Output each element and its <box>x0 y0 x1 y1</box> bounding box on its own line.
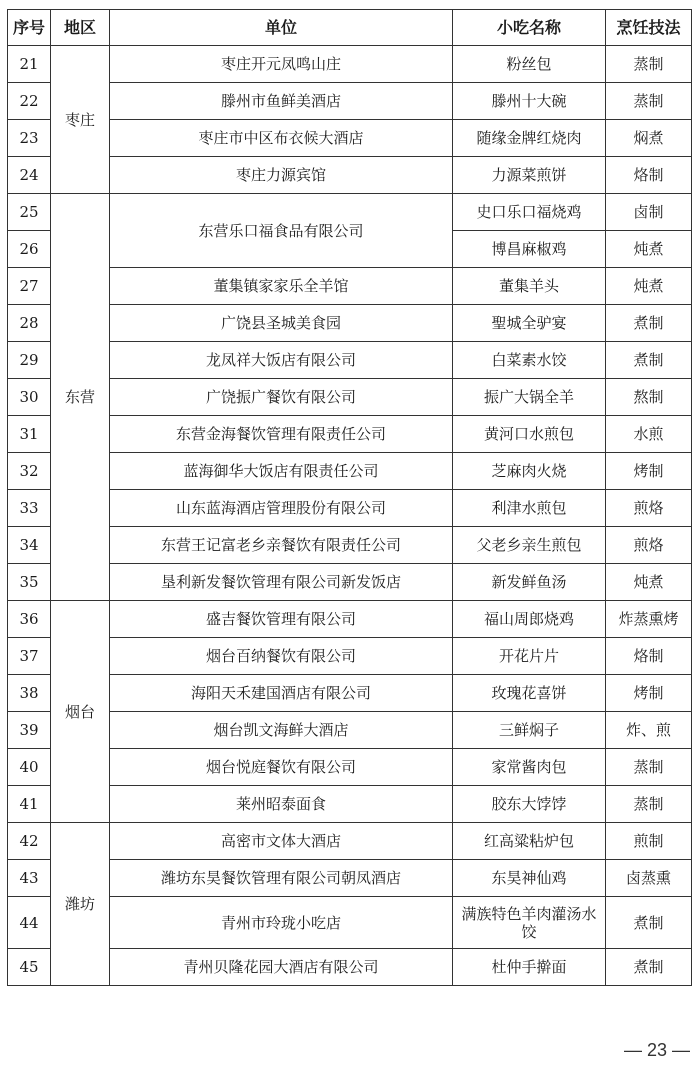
region-cell-weifang: 潍坊 <box>51 823 110 986</box>
row-unit: 东营金海餐饮管理有限责任公司 <box>110 416 453 453</box>
table-row <box>8 638 692 675</box>
row-no: 26 <box>8 231 51 268</box>
row-snack: 滕州十大碗 <box>453 83 606 120</box>
row-unit: 青州贝隆花园大酒店有限公司 <box>110 949 453 986</box>
row-tech: 焖煮 <box>606 120 692 157</box>
row-no: 24 <box>8 157 51 194</box>
table-row <box>8 490 692 527</box>
row-no: 39 <box>8 712 51 749</box>
row-no: 35 <box>8 564 51 601</box>
table-row <box>8 120 692 157</box>
header-snack: 小吃名称 <box>453 10 606 46</box>
table-row <box>8 46 692 83</box>
row-tech: 煮制 <box>606 949 692 986</box>
table-row <box>8 749 692 786</box>
row-unit: 莱州昭泰面食 <box>110 786 453 823</box>
table-row <box>8 786 692 823</box>
row-snack: 黄河口水煎包 <box>453 416 606 453</box>
row-snack: 胶东大饽饽 <box>453 786 606 823</box>
row-snack: 白菜素水饺 <box>453 342 606 379</box>
table-row <box>8 675 692 712</box>
table-row <box>8 949 692 986</box>
row-no: 38 <box>8 675 51 712</box>
row-no: 31 <box>8 416 51 453</box>
row-snack: 福山周郎烧鸡 <box>453 601 606 638</box>
row-snack: 三鲜焖子 <box>453 712 606 749</box>
row-snack: 力源菜煎饼 <box>453 157 606 194</box>
row-snack: 随缘金牌红烧肉 <box>453 120 606 157</box>
row-no: 43 <box>8 860 51 897</box>
snack-table <box>7 9 692 986</box>
row-snack: 董集羊头 <box>453 268 606 305</box>
region-cell-zaozhuang: 枣庄 <box>51 46 110 194</box>
row-tech: 蒸制 <box>606 786 692 823</box>
row-tech: 蒸制 <box>606 749 692 786</box>
row-no: 29 <box>8 342 51 379</box>
row-snack: 博昌麻椒鸡 <box>453 231 606 268</box>
row-unit: 龙凤祥大饭店有限公司 <box>110 342 453 379</box>
row-tech: 卤蒸熏 <box>606 860 692 897</box>
table-row <box>8 342 692 379</box>
table-row <box>8 860 692 897</box>
row-tech: 炸、煎 <box>606 712 692 749</box>
row-snack: 父老乡亲生煎包 <box>453 527 606 564</box>
row-no: 34 <box>8 527 51 564</box>
row-no: 33 <box>8 490 51 527</box>
row-snack: 红高粱粘炉包 <box>453 823 606 860</box>
table-row <box>8 564 692 601</box>
row-unit: 滕州市鱼鲜美酒店 <box>110 83 453 120</box>
table-row <box>8 712 692 749</box>
table-row <box>8 527 692 564</box>
row-unit: 潍坊东昊餐饮管理有限公司朝凤酒店 <box>110 860 453 897</box>
row-unit: 青州市玲珑小吃店 <box>110 897 453 949</box>
row-tech: 煮制 <box>606 342 692 379</box>
region-cell-dongying: 东营 <box>51 194 110 601</box>
row-unit: 蓝海御华大饭店有限责任公司 <box>110 453 453 490</box>
row-unit: 枣庄力源宾馆 <box>110 157 453 194</box>
table-row <box>8 268 692 305</box>
header-unit: 单位 <box>110 10 453 46</box>
header-tech: 烹饪技法 <box>606 10 692 46</box>
row-no: 27 <box>8 268 51 305</box>
row-unit: 广饶振广餐饮有限公司 <box>110 379 453 416</box>
row-tech: 蒸制 <box>606 83 692 120</box>
row-tech: 炸蒸熏烤 <box>606 601 692 638</box>
row-snack: 振广大锅全羊 <box>453 379 606 416</box>
row-no: 21 <box>8 46 51 83</box>
row-no: 25 <box>8 194 51 231</box>
row-unit: 山东蓝海酒店管理股份有限公司 <box>110 490 453 527</box>
row-snack: 东昊神仙鸡 <box>453 860 606 897</box>
row-tech: 炖煮 <box>606 268 692 305</box>
table-row <box>8 157 692 194</box>
row-tech: 煮制 <box>606 897 692 949</box>
table-row <box>8 897 692 949</box>
row-no: 40 <box>8 749 51 786</box>
table-row <box>8 379 692 416</box>
row-tech: 煎烙 <box>606 527 692 564</box>
row-unit: 东营王记富老乡亲餐饮有限责任公司 <box>110 527 453 564</box>
table-header-row <box>8 10 692 46</box>
row-tech: 水煎 <box>606 416 692 453</box>
row-tech: 熬制 <box>606 379 692 416</box>
row-snack: 家常酱肉包 <box>453 749 606 786</box>
row-tech: 烤制 <box>606 675 692 712</box>
row-unit: 董集镇家家乐全羊馆 <box>110 268 453 305</box>
row-snack: 聖城全驴宴 <box>453 305 606 342</box>
row-snack: 芝麻肉火烧 <box>453 453 606 490</box>
row-tech: 烙制 <box>606 638 692 675</box>
row-tech: 烤制 <box>606 453 692 490</box>
header-region: 地区 <box>51 10 110 46</box>
row-unit: 盛吉餐饮管理有限公司 <box>110 601 453 638</box>
table-row <box>8 453 692 490</box>
row-unit: 枣庄开元凤鸣山庄 <box>110 46 453 83</box>
table-row <box>8 194 692 231</box>
row-no: 37 <box>8 638 51 675</box>
row-unit: 东营乐口福食品有限公司 <box>110 194 453 268</box>
row-snack: 玫瑰花喜饼 <box>453 675 606 712</box>
row-tech: 炖煮 <box>606 564 692 601</box>
row-unit: 广饶县圣城美食园 <box>110 305 453 342</box>
row-unit: 烟台百纳餐饮有限公司 <box>110 638 453 675</box>
row-tech: 煎烙 <box>606 490 692 527</box>
row-snack: 利津水煎包 <box>453 490 606 527</box>
row-tech: 煮制 <box>606 305 692 342</box>
row-unit: 海阳天禾建国酒店有限公司 <box>110 675 453 712</box>
row-snack: 满族特色羊肉灌汤水饺 <box>453 897 606 949</box>
row-snack: 新发鲜鱼汤 <box>453 564 606 601</box>
row-tech: 煎制 <box>606 823 692 860</box>
header-no: 序号 <box>8 10 51 46</box>
row-no: 45 <box>8 949 51 986</box>
row-tech: 蒸制 <box>606 46 692 83</box>
row-tech: 烙制 <box>606 157 692 194</box>
table-row <box>8 601 692 638</box>
row-snack: 粉丝包 <box>453 46 606 83</box>
page-number: — 23 — <box>623 1040 690 1060</box>
row-no: 32 <box>8 453 51 490</box>
row-tech: 卤制 <box>606 194 692 231</box>
row-no: 44 <box>8 897 51 949</box>
table-row <box>8 416 692 453</box>
row-no: 23 <box>8 120 51 157</box>
row-unit: 垦利新发餐饮管理有限公司新发饭店 <box>110 564 453 601</box>
row-no: 41 <box>8 786 51 823</box>
row-snack: 杜仲手擀面 <box>453 949 606 986</box>
table-row <box>8 83 692 120</box>
row-snack: 史口乐口福烧鸡 <box>453 194 606 231</box>
row-unit: 高密市文体大酒店 <box>110 823 453 860</box>
row-tech: 炖煮 <box>606 231 692 268</box>
region-cell-yantai: 烟台 <box>51 601 110 823</box>
row-no: 28 <box>8 305 51 342</box>
row-no: 22 <box>8 83 51 120</box>
row-snack: 开花片片 <box>453 638 606 675</box>
table-row <box>8 305 692 342</box>
row-no: 30 <box>8 379 51 416</box>
table-row <box>8 823 692 860</box>
row-no: 42 <box>8 823 51 860</box>
row-unit: 烟台悦庭餐饮有限公司 <box>110 749 453 786</box>
row-unit: 枣庄市中区布衣候大酒店 <box>110 120 453 157</box>
row-no: 36 <box>8 601 51 638</box>
row-unit: 烟台凯文海鲜大酒店 <box>110 712 453 749</box>
